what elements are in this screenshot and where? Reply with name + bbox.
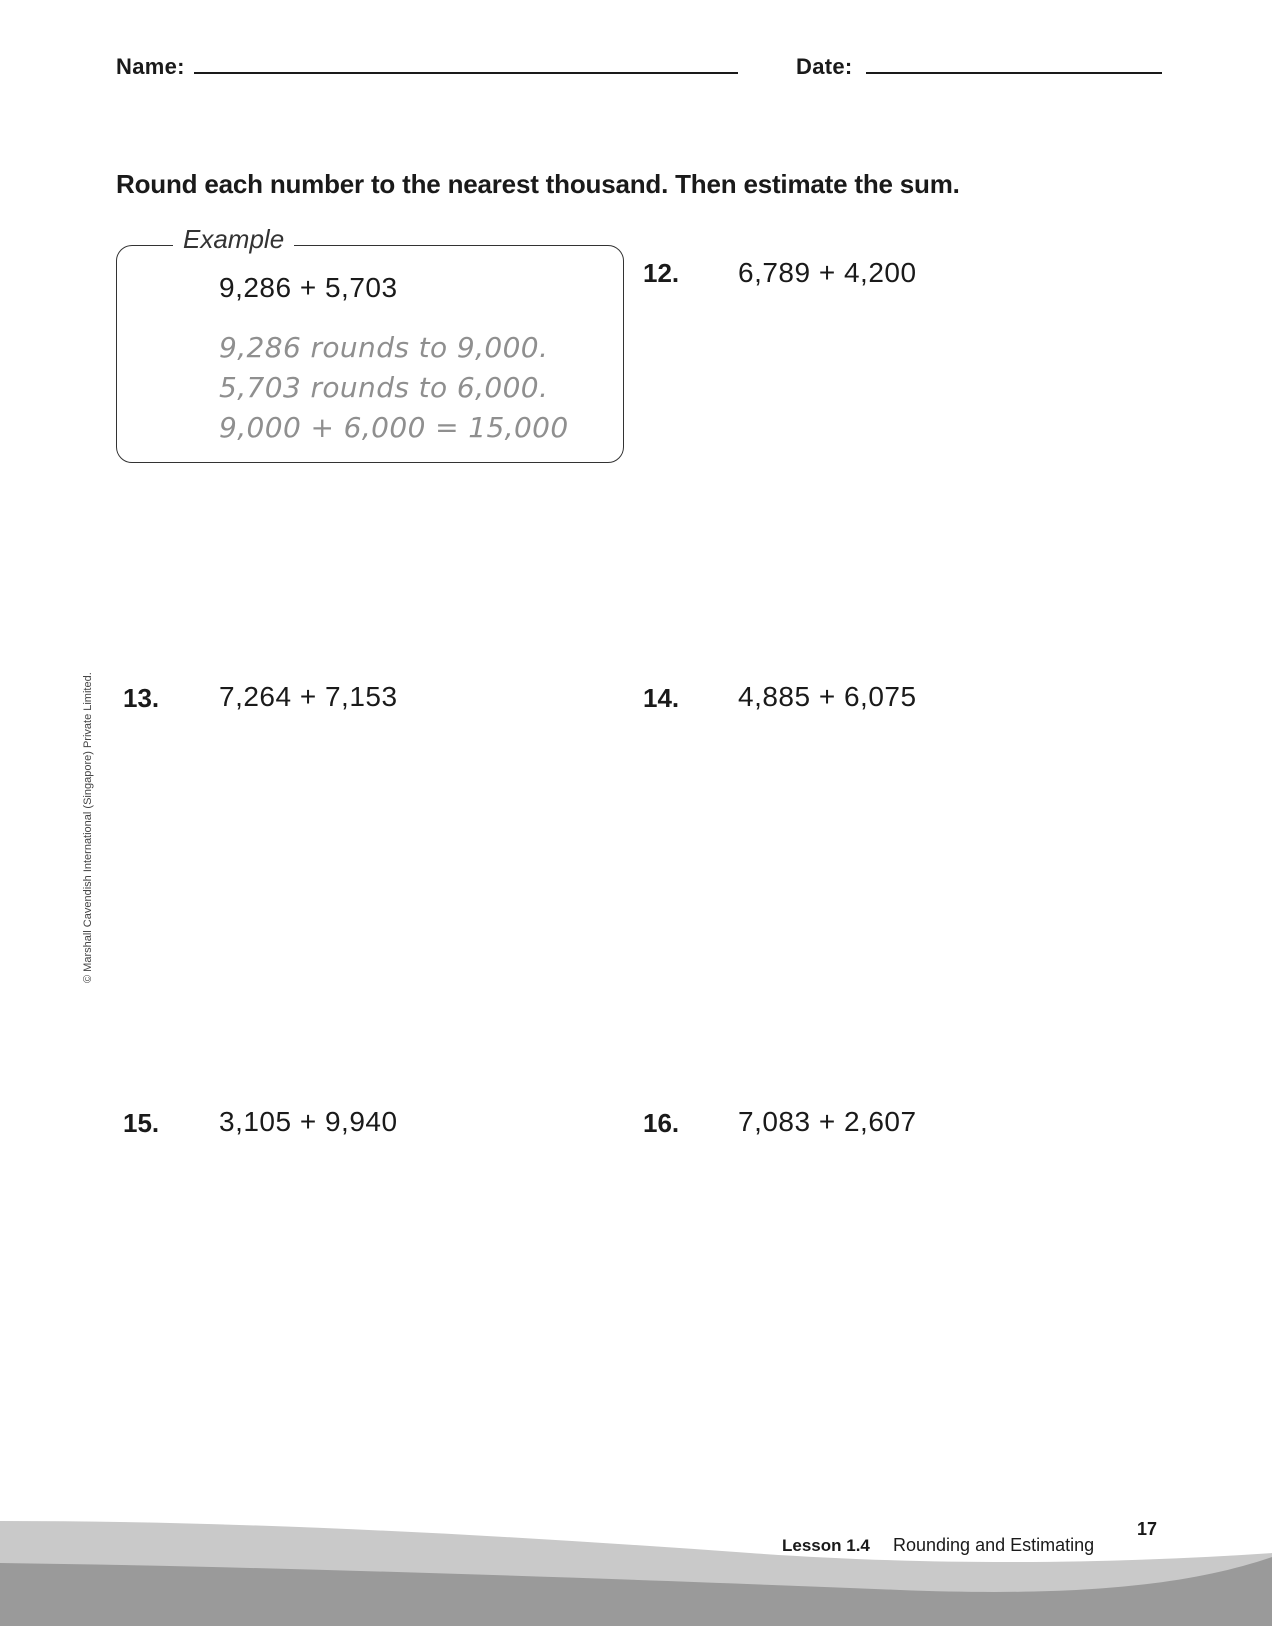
name-label: Name: bbox=[116, 54, 185, 79]
example-label: Example bbox=[173, 224, 294, 255]
problem-13-expression: 7,264 + 7,153 bbox=[219, 681, 398, 712]
problem-16-expression: 7,083 + 2,607 bbox=[738, 1106, 917, 1137]
example-solution-line: 5,703 rounds to 6,000. bbox=[219, 371, 549, 404]
problem-14-expression: 4,885 + 6,075 bbox=[738, 681, 917, 712]
example-solution bbox=[219, 328, 569, 448]
problem-12-expression: 6,789 + 4,200 bbox=[738, 257, 917, 288]
example-solution-line: 9,286 rounds to 9,000. bbox=[219, 331, 549, 364]
problem-13-number: 13. bbox=[123, 683, 160, 713]
problem-16-number: 16. bbox=[643, 1108, 680, 1138]
problem-14-number: 14. bbox=[643, 683, 680, 713]
example-problem: 9,286 + 5,703 bbox=[219, 272, 398, 303]
footer-lesson: Lesson 1.4 bbox=[782, 1536, 870, 1555]
problem-15-number: 15. bbox=[123, 1108, 160, 1138]
problem-15-expression: 3,105 + 9,940 bbox=[219, 1106, 398, 1137]
instruction-text: Round each number to the nearest thousand. Then estimate the sum. bbox=[116, 169, 960, 199]
example-solution-line: 9,000 + 6,000 = 15,000 bbox=[219, 411, 569, 444]
footer-wave bbox=[0, 1505, 1272, 1626]
problem-12-number: 12. bbox=[643, 258, 680, 288]
page-number: 17 bbox=[1137, 1519, 1158, 1539]
copyright-notice: © Marshall Cavendish International (Singapore) Private Limited. bbox=[82, 672, 94, 983]
date-label: Date: bbox=[796, 54, 853, 79]
footer-title: Rounding and Estimating bbox=[893, 1535, 1095, 1555]
name-line[interactable] bbox=[194, 72, 738, 74]
date-line[interactable] bbox=[866, 72, 1162, 74]
